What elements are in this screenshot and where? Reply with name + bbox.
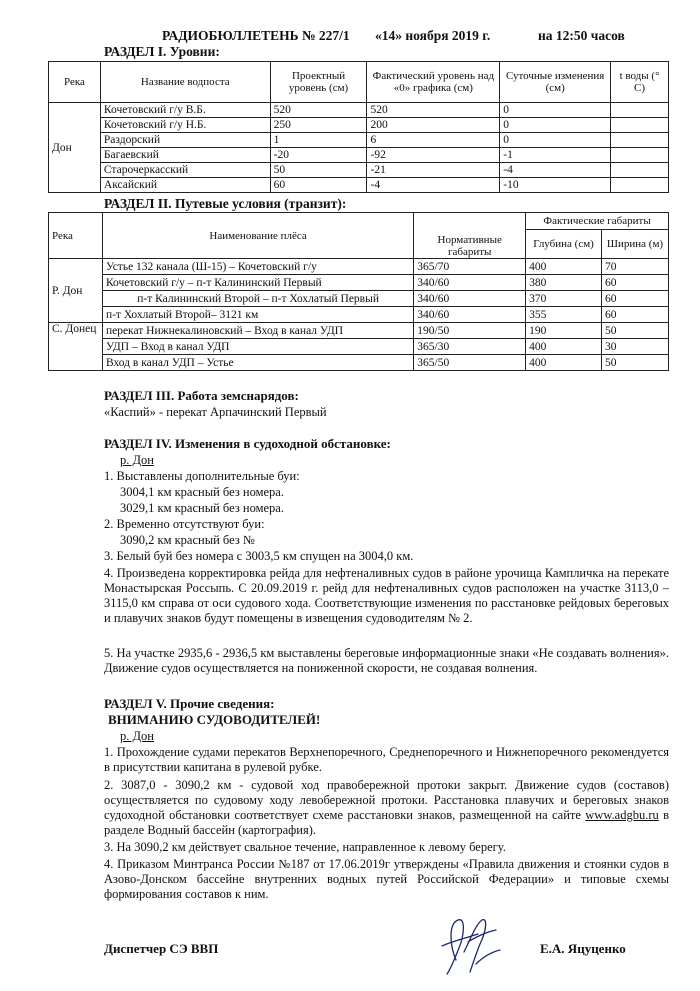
notice-item-2a: 3090,2 км красный без №	[120, 533, 255, 547]
reach-name: Устье 132 канала (Ш-15) – Кочетовский г/у	[102, 259, 413, 275]
col-daily-change: Суточные изменения (см)	[500, 62, 611, 103]
table-row	[49, 178, 669, 193]
table-row	[49, 103, 669, 118]
actual-level: 520	[367, 103, 500, 118]
table-row	[49, 275, 669, 291]
width: 70	[602, 259, 669, 275]
daily-change: 0	[500, 133, 611, 148]
width: 30	[602, 339, 669, 355]
water-temp	[611, 178, 669, 193]
section-4-title: РАЗДЕЛ IV. Изменения в судоходной обстановке:	[104, 436, 391, 451]
table-row	[49, 118, 669, 133]
depth: 355	[526, 307, 602, 323]
depth: 380	[526, 275, 602, 291]
notice-item-1a: 3004,1 км красный без номера.	[120, 485, 284, 499]
project-level: 520	[270, 103, 367, 118]
table-row	[49, 259, 669, 275]
actual-level: -92	[367, 148, 500, 163]
bulletin-date: «14» ноября 2019 г.	[375, 28, 491, 43]
attention-heading: ВНИМАНИЮ СУДОВОДИТЕЛЕЙ!	[108, 712, 321, 727]
table-row	[49, 133, 669, 148]
river-name: Р. Дон	[49, 259, 103, 323]
col-water-temp: t воды (° С)	[611, 62, 669, 103]
levels-table	[48, 61, 669, 193]
notice-item-1b: 3029,1 км красный без номера.	[120, 501, 284, 515]
width: 50	[602, 323, 669, 339]
info-item-2-text-end: в разделе Водный бассейн (картография).	[104, 808, 670, 837]
post-name: Аксайский	[100, 178, 270, 193]
post-name: Кочетовский г/у В.Б.	[100, 103, 270, 118]
reach-name: Кочетовский г/у – п-т Калининский Первый	[102, 275, 413, 291]
table-row	[49, 339, 669, 355]
norm-size: 365/50	[414, 355, 526, 371]
table-row	[49, 307, 669, 323]
signature	[430, 912, 505, 980]
info-item-4: 4. Приказом Минтранса России №187 от 17.06.2019г утверждены «Правила движения и стоянки судов в Азово-Донском бассейне внутренних водных путей Российской Федерации» и типовые схемы формирования составов к ним.	[104, 857, 669, 901]
actual-level: -21	[367, 163, 500, 178]
depth: 370	[526, 291, 602, 307]
dispatcher-name: Е.А. Яцуценко	[540, 941, 626, 956]
col-depth: Глубина (см)	[526, 230, 602, 259]
col-river: Река	[49, 62, 101, 103]
actual-level: -4	[367, 178, 500, 193]
depth: 400	[526, 355, 602, 371]
info-item-2	[104, 778, 669, 838]
river-don-label: р. Дон	[120, 453, 154, 467]
post-name: Багаевский	[100, 148, 270, 163]
depth: 400	[526, 259, 602, 275]
norm-size: 365/70	[414, 259, 526, 275]
notice-item-2: 2. Временно отсутствуют буи:	[104, 517, 265, 531]
post-name: Кочетовский г/у Н.Б.	[100, 118, 270, 133]
col-actual-size: Фактические габариты	[526, 213, 669, 230]
notice-item-3: 3. Белый буй без номера с 3003,5 км спущен на 3004,0 км.	[104, 549, 414, 563]
table-row	[49, 323, 669, 339]
notice-item-1: 1. Выставлены дополнительные буи:	[104, 469, 300, 483]
river-name: Дон	[49, 103, 101, 193]
actual-level: 6	[367, 133, 500, 148]
notice-item-5: 5. На участке 2935,6 - 2936,5 км выставлены береговые информационные знаки «Не создавать волнения». Движение судов осуществляется на пониженной скорости, не создавая волнения.	[104, 646, 669, 675]
bulletin-time: на 12:50 часов	[538, 28, 625, 43]
depth: 190	[526, 323, 602, 339]
project-level: -20	[270, 148, 367, 163]
daily-change: 0	[500, 103, 611, 118]
river-name: С. Донец	[49, 323, 103, 371]
notice-item-4: 4. Произведена корректировка рейда для нефтеналивных судов в районе урочища Кампличка на перекате Монастырская Россыпь. С 20.09.2019 г. рейд для нефтеналивных судов расположен на участке 3113,0 – 3115,0 км справа от оси судового хода. Соответствующие изменения по расстановке рейдовых береговых и плавучих знаков будут помещены в извещения судоводителям № 2.	[104, 566, 669, 625]
water-temp	[611, 133, 669, 148]
col-post: Название водпоста	[100, 62, 270, 103]
daily-change: -4	[500, 163, 611, 178]
daily-change: -1	[500, 148, 611, 163]
section-3-title: РАЗДЕЛ III. Работа земснарядов:	[104, 388, 299, 403]
norm-size: 340/60	[414, 275, 526, 291]
water-temp	[611, 163, 669, 178]
reach-name: Вход в канал УДП – Устье	[102, 355, 413, 371]
info-item-1: 1. Прохождение судами перекатов Верхнепоречного, Среднепоречного и Нижнепоречного рекомендуется в присутствии капитана в рулевой рубке.	[104, 745, 669, 774]
norm-size: 340/60	[414, 291, 526, 307]
info-item-2-text: 2. 3087,0 - 3090,2 км - судовой ход правобережной протоки закрыт. Движение судов (составов) осуществляется по судовому ходу левобережной протоки. Расстановка плавучих и береговых знаков судоходной обстановки соответствует схеме расстановки знаков, размещенной на сайте	[104, 778, 669, 822]
website-link[interactable]: www.adgbu.ru	[585, 808, 659, 822]
table-row	[49, 355, 669, 371]
water-temp	[611, 118, 669, 133]
col-river: Река	[49, 213, 103, 259]
section-1-title: РАЗДЕЛ I. Уровни:	[104, 44, 220, 59]
info-item-3: 3. На 3090,2 км действует свальное течение, направленное к левому берегу.	[104, 840, 506, 854]
daily-change: -10	[500, 178, 611, 193]
project-level: 1	[270, 133, 367, 148]
col-project-level: Проектный уровень (см)	[270, 62, 367, 103]
reach-name: п-т Калининский Второй – п-т Хохлатый Первый	[102, 291, 413, 307]
dispatcher-position: Диспетчер СЭ ВВП	[104, 941, 219, 956]
reach-name: перекат Нижнекалиновский – Вход в канал УДП	[102, 323, 413, 339]
section-5-title: РАЗДЕЛ V. Прочие сведения:	[104, 696, 275, 711]
col-width: Ширина (м)	[602, 230, 669, 259]
width: 60	[602, 307, 669, 323]
col-reach: Наименование плёса	[102, 213, 413, 259]
table-row	[49, 163, 669, 178]
reach-name: УДП – Вход в канал УДП	[102, 339, 413, 355]
col-norm-size: Нормативные габариты	[414, 213, 526, 259]
project-level: 60	[270, 178, 367, 193]
bulletin-title: РАДИОБЮЛЛЕТЕНЬ № 227/1	[162, 28, 350, 43]
depth: 400	[526, 339, 602, 355]
daily-change: 0	[500, 118, 611, 133]
river-don-label-2: р. Дон	[120, 729, 154, 743]
table-row	[49, 148, 669, 163]
post-name: Старочеркасский	[100, 163, 270, 178]
table-row	[49, 291, 669, 307]
norm-size: 340/60	[414, 307, 526, 323]
width: 50	[602, 355, 669, 371]
dredger-info: «Каспий» - перекат Арпачинский Первый	[104, 405, 327, 419]
width: 60	[602, 291, 669, 307]
transit-table	[48, 212, 669, 371]
project-level: 250	[270, 118, 367, 133]
width: 60	[602, 275, 669, 291]
section-2-title: РАЗДЕЛ II. Путевые условия (транзит):	[104, 196, 347, 211]
reach-name: п-т Хохлатый Второй– 3121 км	[102, 307, 413, 323]
project-level: 50	[270, 163, 367, 178]
water-temp	[611, 103, 669, 118]
norm-size: 190/50	[414, 323, 526, 339]
water-temp	[611, 148, 669, 163]
norm-size: 365/30	[414, 339, 526, 355]
actual-level: 200	[367, 118, 500, 133]
col-actual-level: Фактический уровень над «0» графика (см)	[367, 62, 500, 103]
post-name: Раздорский	[100, 133, 270, 148]
